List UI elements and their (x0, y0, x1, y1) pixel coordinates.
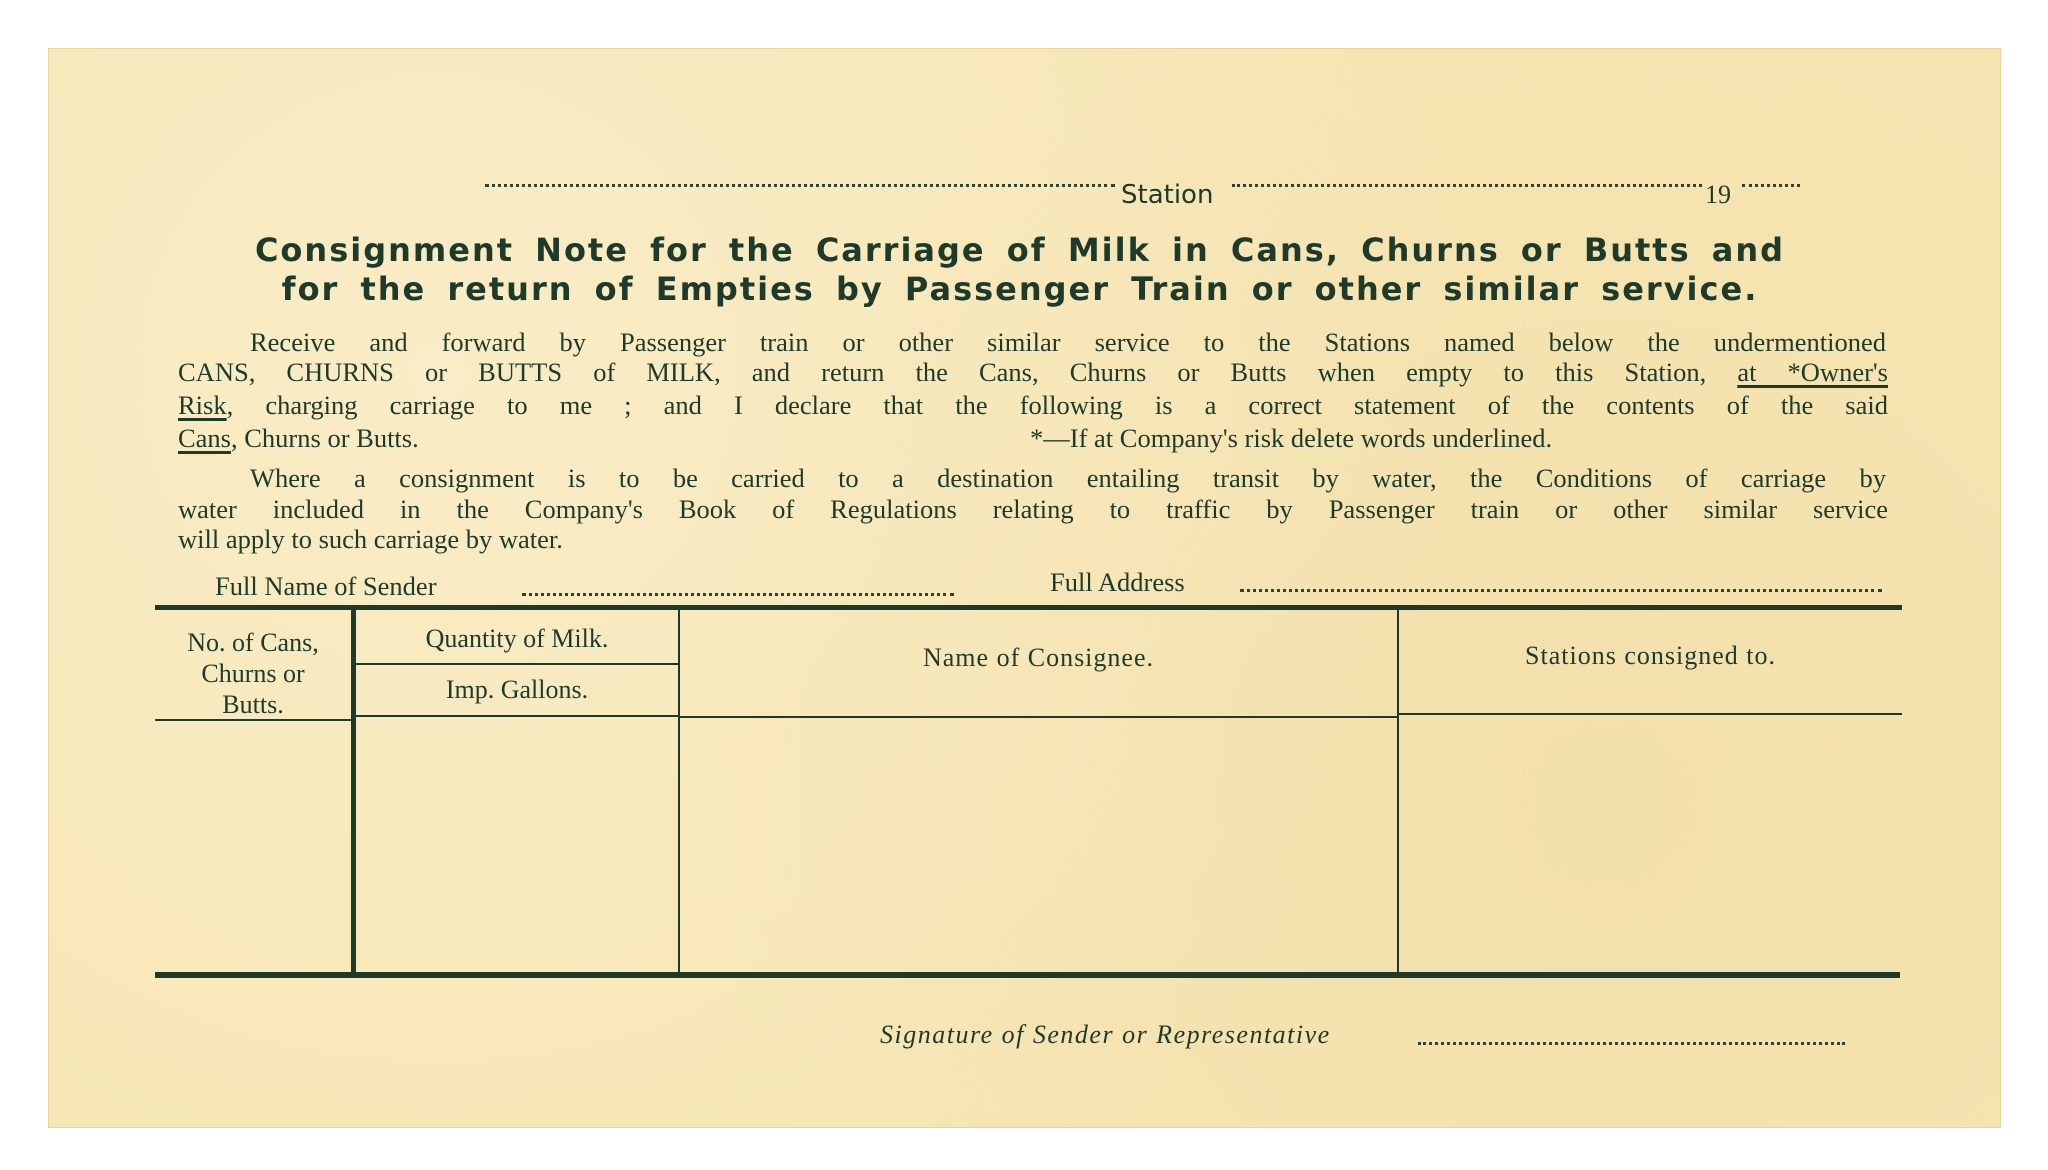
instruction-line-2-text: CANS, CHURNS or BUTTS of MILK, and return the Cans, Churns or Butts when empty to this Station, (178, 357, 1738, 387)
entry-cell-consignee[interactable] (680, 719, 1397, 972)
instruction-line-3-text: , charging carriage to me ; and I declare that the following is a correct statement of the contents of the said (226, 390, 1888, 420)
column-header-stations-consigned-to: Stations consigned to. (1525, 641, 1776, 670)
water-transit-line-3: will apply to such carriage by water. (178, 524, 563, 554)
instruction-line-4-text: , Churns or Butts. (231, 423, 419, 453)
sender-name-label: Full Name of Sender (215, 571, 437, 601)
header-rule-col2 (356, 715, 678, 717)
column-header-number-line-2: Churns or (201, 659, 305, 688)
date-field[interactable] (1232, 184, 1702, 187)
instruction-line-4 (178, 423, 878, 454)
instruction-line-1: Receive and forward by Passenger train or other similar service to the Stations named below the undermentioned (250, 327, 1886, 357)
column-header-name-of-consignee: Name of Consignee. (922, 643, 1154, 672)
instruction-line-3 (178, 390, 1888, 421)
sender-address-field[interactable] (1240, 589, 1882, 592)
entry-cell-number-of-cans[interactable] (155, 722, 351, 972)
header-rule-col4 (1399, 713, 1902, 715)
column-header-number-line-1: No. of Cans, (187, 628, 319, 657)
sender-address-label: Full Address (1050, 567, 1185, 597)
column-header-number-of-cans (155, 627, 351, 720)
column-header-imperial-gallons: Imp. Gallons. (445, 675, 589, 704)
risk-underlined: Risk (178, 390, 227, 420)
water-transit-line-1: Where a consignment is to be carried to a destination entailing transit by water, the Conditions of carriage by (250, 463, 1886, 493)
table-bottom-rule (155, 972, 1900, 978)
year-label: 19 (1705, 180, 1731, 209)
sender-name-field[interactable] (522, 593, 954, 596)
instruction-line-2 (178, 357, 1888, 388)
form-title-line-1: Consignment Note for the Carriage of Milk in Cans, Churns or Butts and (254, 231, 1786, 269)
entry-cell-stations[interactable] (1399, 716, 1902, 972)
company-risk-note: *—If at Company's risk delete words underlined. (1030, 423, 1553, 453)
column-header-number-line-3: Butts. (222, 690, 284, 719)
header-rule-col3 (680, 716, 1397, 718)
station-label: Station (1121, 180, 1214, 210)
header-rule-col2-mid (356, 663, 678, 665)
station-name-field[interactable] (485, 184, 1115, 187)
form-title-line-2: for the return of Empties by Passenger Train or other similar service. (281, 270, 1759, 308)
cans-underlined: Cans (178, 423, 231, 453)
signature-label: Signature of Sender or Representative (880, 1020, 1331, 1049)
owners-risk-underlined: at *Owner's (1737, 357, 1888, 387)
signature-field[interactable] (1418, 1042, 1845, 1045)
year-field[interactable] (1742, 184, 1800, 187)
water-transit-line-2: water included in the Company's Book of Regulations relating to traffic by Passenger train or other similar service (178, 494, 1888, 524)
column-header-quantity-of-milk: Quantity of Milk. (425, 624, 609, 653)
entry-cell-quantity[interactable] (356, 718, 678, 972)
table-top-rule (155, 605, 1902, 610)
